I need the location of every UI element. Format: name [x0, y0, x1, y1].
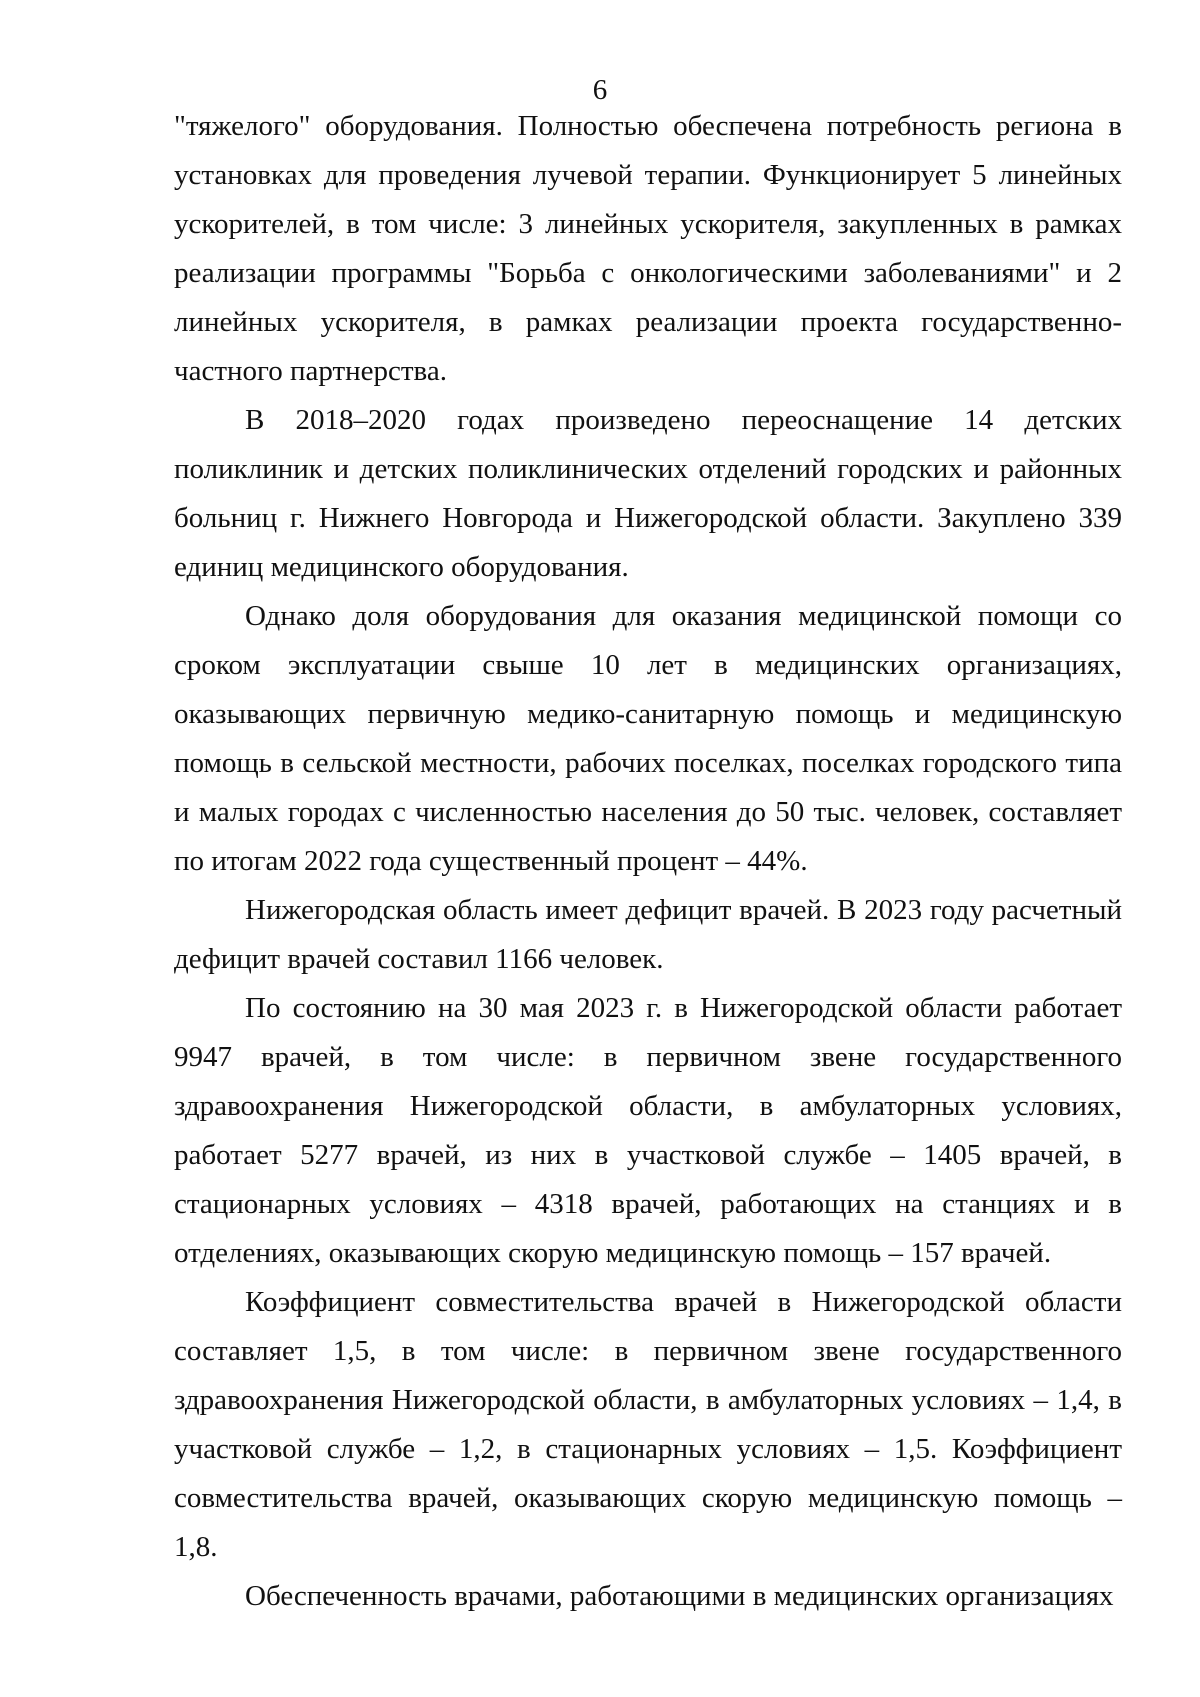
document-body [174, 102, 1122, 1621]
page-number: 6 [592, 74, 608, 106]
paragraph-combination-coefficient: Коэффициент совместительства врачей в Нижегородской области составляет 1,5, в том числе: в первичном звене государственного здравоохранения Нижегородской области, в амбулаторных условиях – 1,4, в участковой службе – 1,2, в стационарных условиях – 1,5. Коэффициент совместительства врачей, оказывающих скорую медицинскую помощь – 1,8. [174, 1286, 1122, 1563]
paragraph-doctor-availability: Обеспеченность врачами, работающими в медицинских организациях [245, 1580, 1114, 1612]
paragraph-children-clinics: В 2018–2020 годах произведено переоснащение 14 детских поликлиник и детских поликлинических отделений городских и районных больниц г. Нижнего Новгорода и Нижегородской области. Закуплено 339 единиц медицинского оборудования. [174, 404, 1122, 583]
paragraph-doctor-deficit: Нижегородская область имеет дефицит врачей. В 2023 году расчетный дефицит врачей составил 1166 человек. [174, 894, 1122, 975]
paragraph-equipment-age: Однако доля оборудования для оказания медицинской помощи со сроком эксплуатации свыше 10 лет в медицинских организациях, оказывающих первичную медико-санитарную помощь и медицинскую помощь в сельской местности, рабочих поселках, поселках городского типа и малых городах с численностью населения до 50 тыс. человек, составляет по итогам 2022 года существенный процент – 44%. [174, 600, 1122, 877]
paragraph-doctor-count: По состоянию на 30 мая 2023 г. в Нижегородской области работает 9947 врачей, в том числе: в первичном звене государственного здравоохранения Нижегородской области, в амбулаторных условиях, работает 5277 врачей, из них в участковой службе – 1405 врачей, в стационарных условиях – 4318 врачей, работающих на станциях и в отделениях, оказывающих скорую медицинскую помощь – 157 врачей. [174, 992, 1122, 1269]
paragraph-equipment-radiotherapy: "тяжелого" оборудования. Полностью обеспечена потребность региона в установках для проведения лучевой терапии. Функционирует 5 линейных ускорителей, в том числе: 3 линейных ускорителя, закупленных в рамках реализации программы "Борьба с онкологическими заболеваниями" и 2 линейных ускорителя, в рамках реализации проекта государственно-частного партнерства. [174, 110, 1122, 387]
